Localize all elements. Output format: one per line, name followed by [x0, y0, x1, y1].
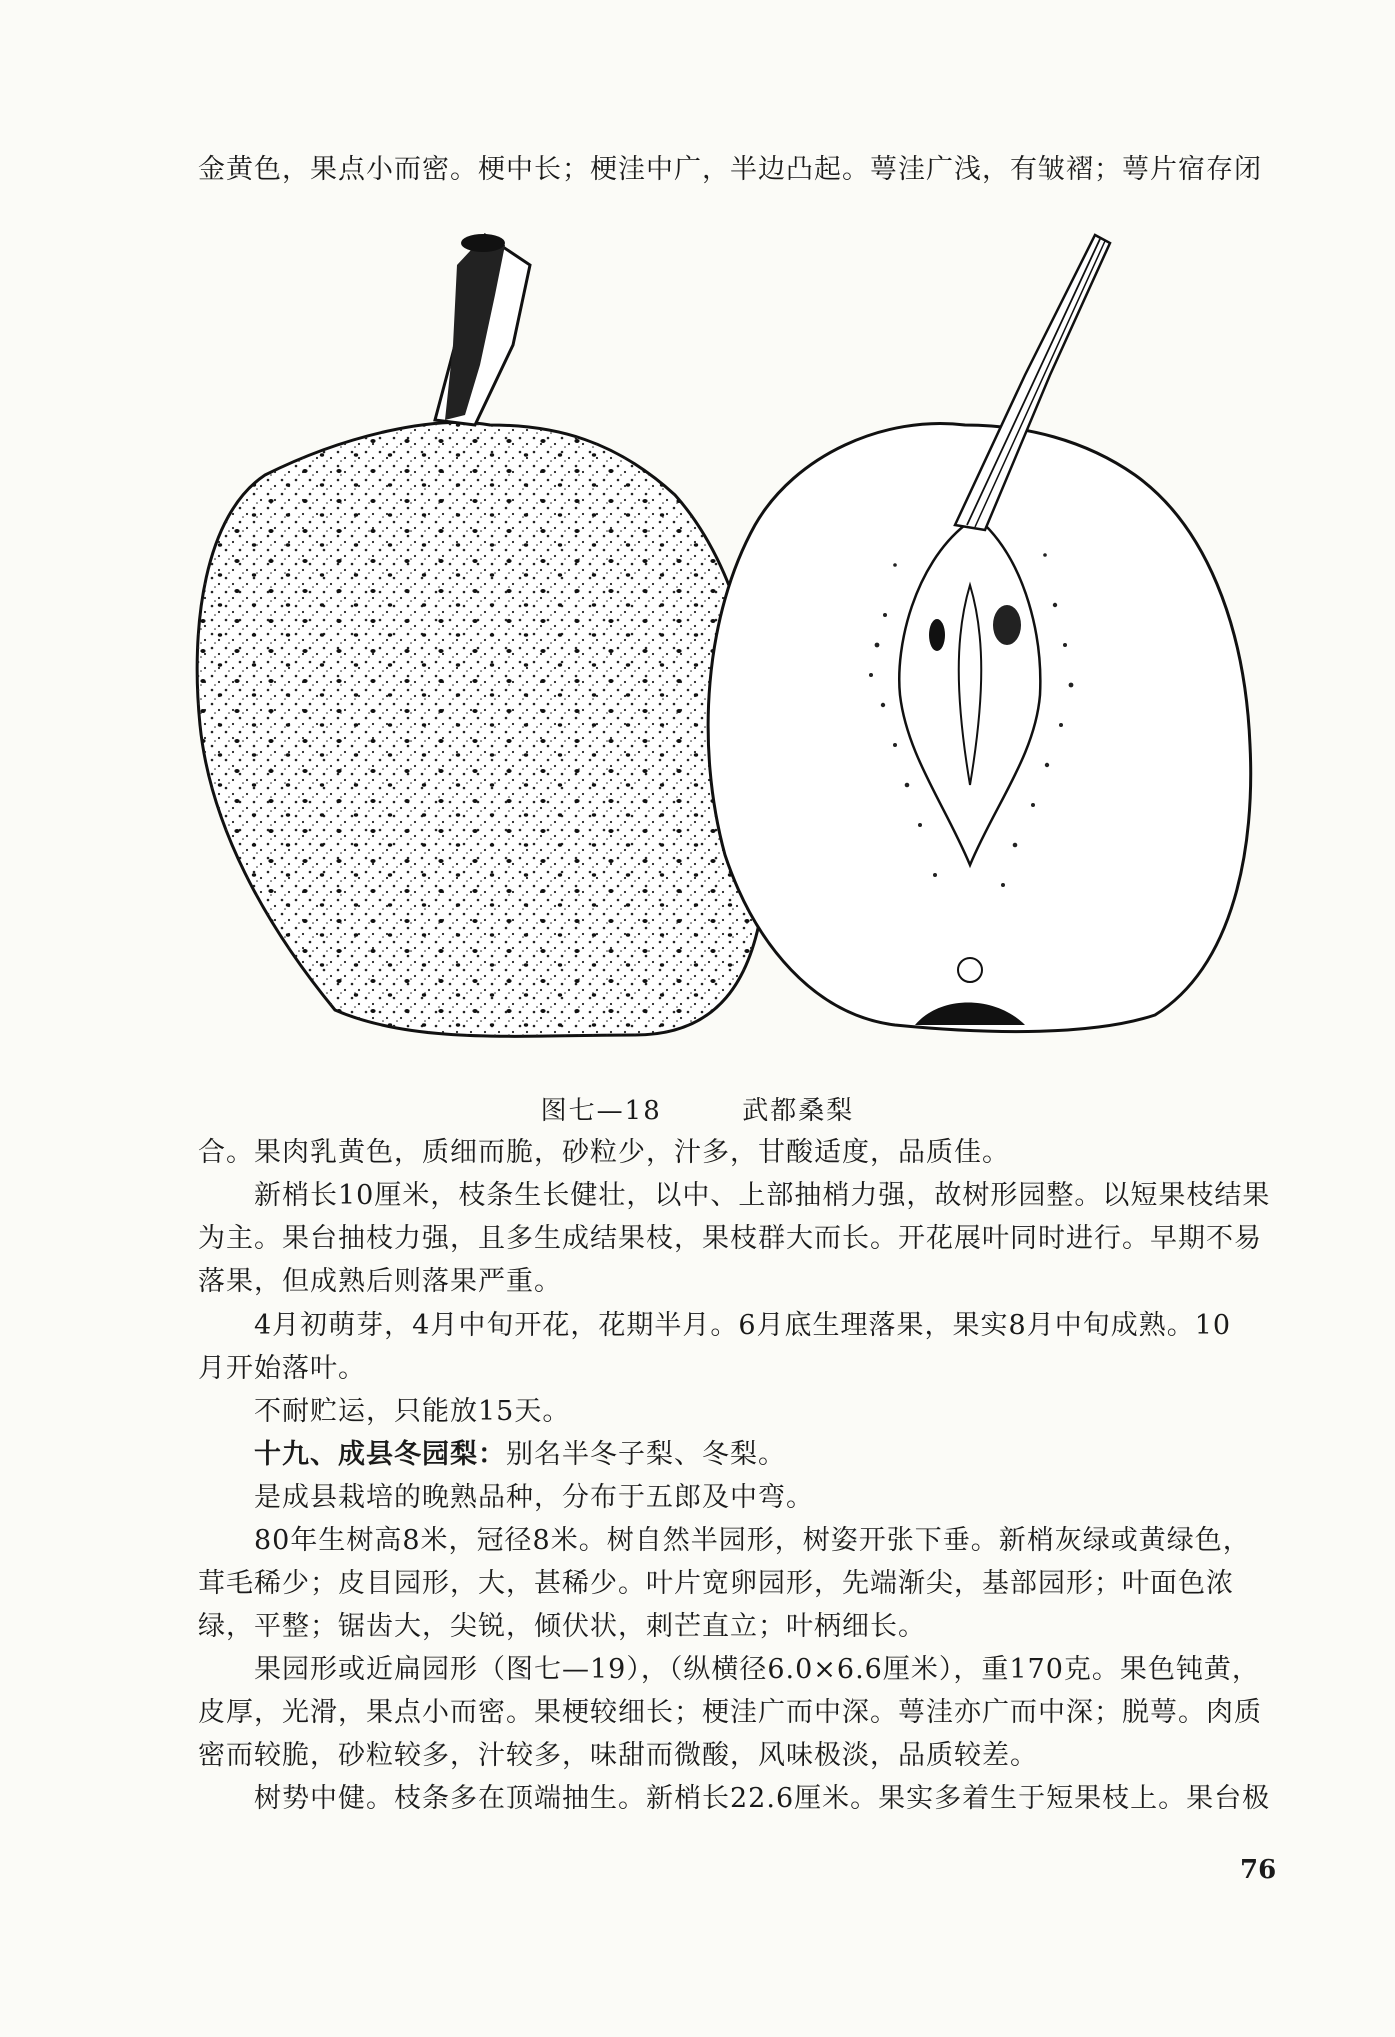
text-line: 为主。果台抽枝力强，且多生成结果枝，果枝群大而长。开花展叶同时进行。早期不易 — [198, 1223, 1262, 1254]
text-line: 合。果肉乳黄色，质细而脆，砂粒少，汁多，甘酸适度，品质佳。 — [198, 1137, 1010, 1168]
text-line: 皮厚，光滑，果点小而密。果梗较细长；梗洼广而中深。萼洼亦广而中深；脱萼。肉质 — [198, 1697, 1262, 1728]
text-line: 茸毛稀少；皮目园形，大，甚稀少。叶片宽卵园形，先端渐尖，基部园形；叶面色浓 — [198, 1568, 1234, 1599]
text-line: 落果，但成熟后则落果严重。 — [198, 1266, 562, 1297]
section-heading: 十九、成县冬园梨： — [254, 1439, 506, 1470]
page-number: 76 — [1240, 1855, 1277, 1885]
text-line: 月开始落叶。 — [198, 1353, 366, 1384]
cut-pear-drawing — [708, 235, 1251, 1032]
whole-pear-drawing — [197, 234, 767, 1036]
text-line: 果园形或近扁园形（图七—19），（纵横径6.0×6.6厘米），重170克。果色钝黄， — [254, 1654, 1260, 1685]
text-line: 绿，平整；锯齿大，尖锐，倾伏状，刺芒直立；叶柄细长。 — [198, 1611, 926, 1642]
figure-label: 图七—18 — [540, 1096, 662, 1126]
section-heading-text: 别名半冬子梨、冬梨。 — [506, 1439, 786, 1470]
figure-title: 武都桑梨 — [742, 1096, 855, 1126]
text-line: 树势中健。枝条多在顶端抽生。新梢长22.6厘米。果实多着生于短果枝上。果台极 — [254, 1783, 1271, 1814]
text-line: 是成县栽培的晚熟品种，分布于五郎及中弯。 — [254, 1482, 814, 1513]
figure-wudu-pear — [195, 225, 1265, 1085]
text-line-top: 金黄色，果点小而密。梗中长；梗洼中广，半边凸起。萼洼广浅，有皱褶；萼片宿存闭 — [198, 154, 1262, 185]
text-line: 不耐贮运，只能放15天。 — [254, 1396, 571, 1427]
text-line: 密而较脆，砂粒较多，汁较多，味甜而微酸，风味极淡，品质较差。 — [198, 1740, 1038, 1771]
figure-caption — [0, 1093, 1395, 1129]
section-heading-line — [254, 1435, 1354, 1475]
text-line: 新梢长10厘米，枝条生长健壮，以中、上部抽梢力强，故树形园整。以短果枝结果 — [254, 1180, 1271, 1211]
text-line: 80年生树高8米，冠径8米。树自然半园形，树姿开张下垂。新梢灰绿或黄绿色， — [254, 1525, 1251, 1556]
pear-illustration — [195, 225, 1265, 1085]
text-line: 4月初萌芽，4月中旬开花，花期半月。6月底生理落果，果实8月中旬成熟。10 — [254, 1310, 1232, 1341]
